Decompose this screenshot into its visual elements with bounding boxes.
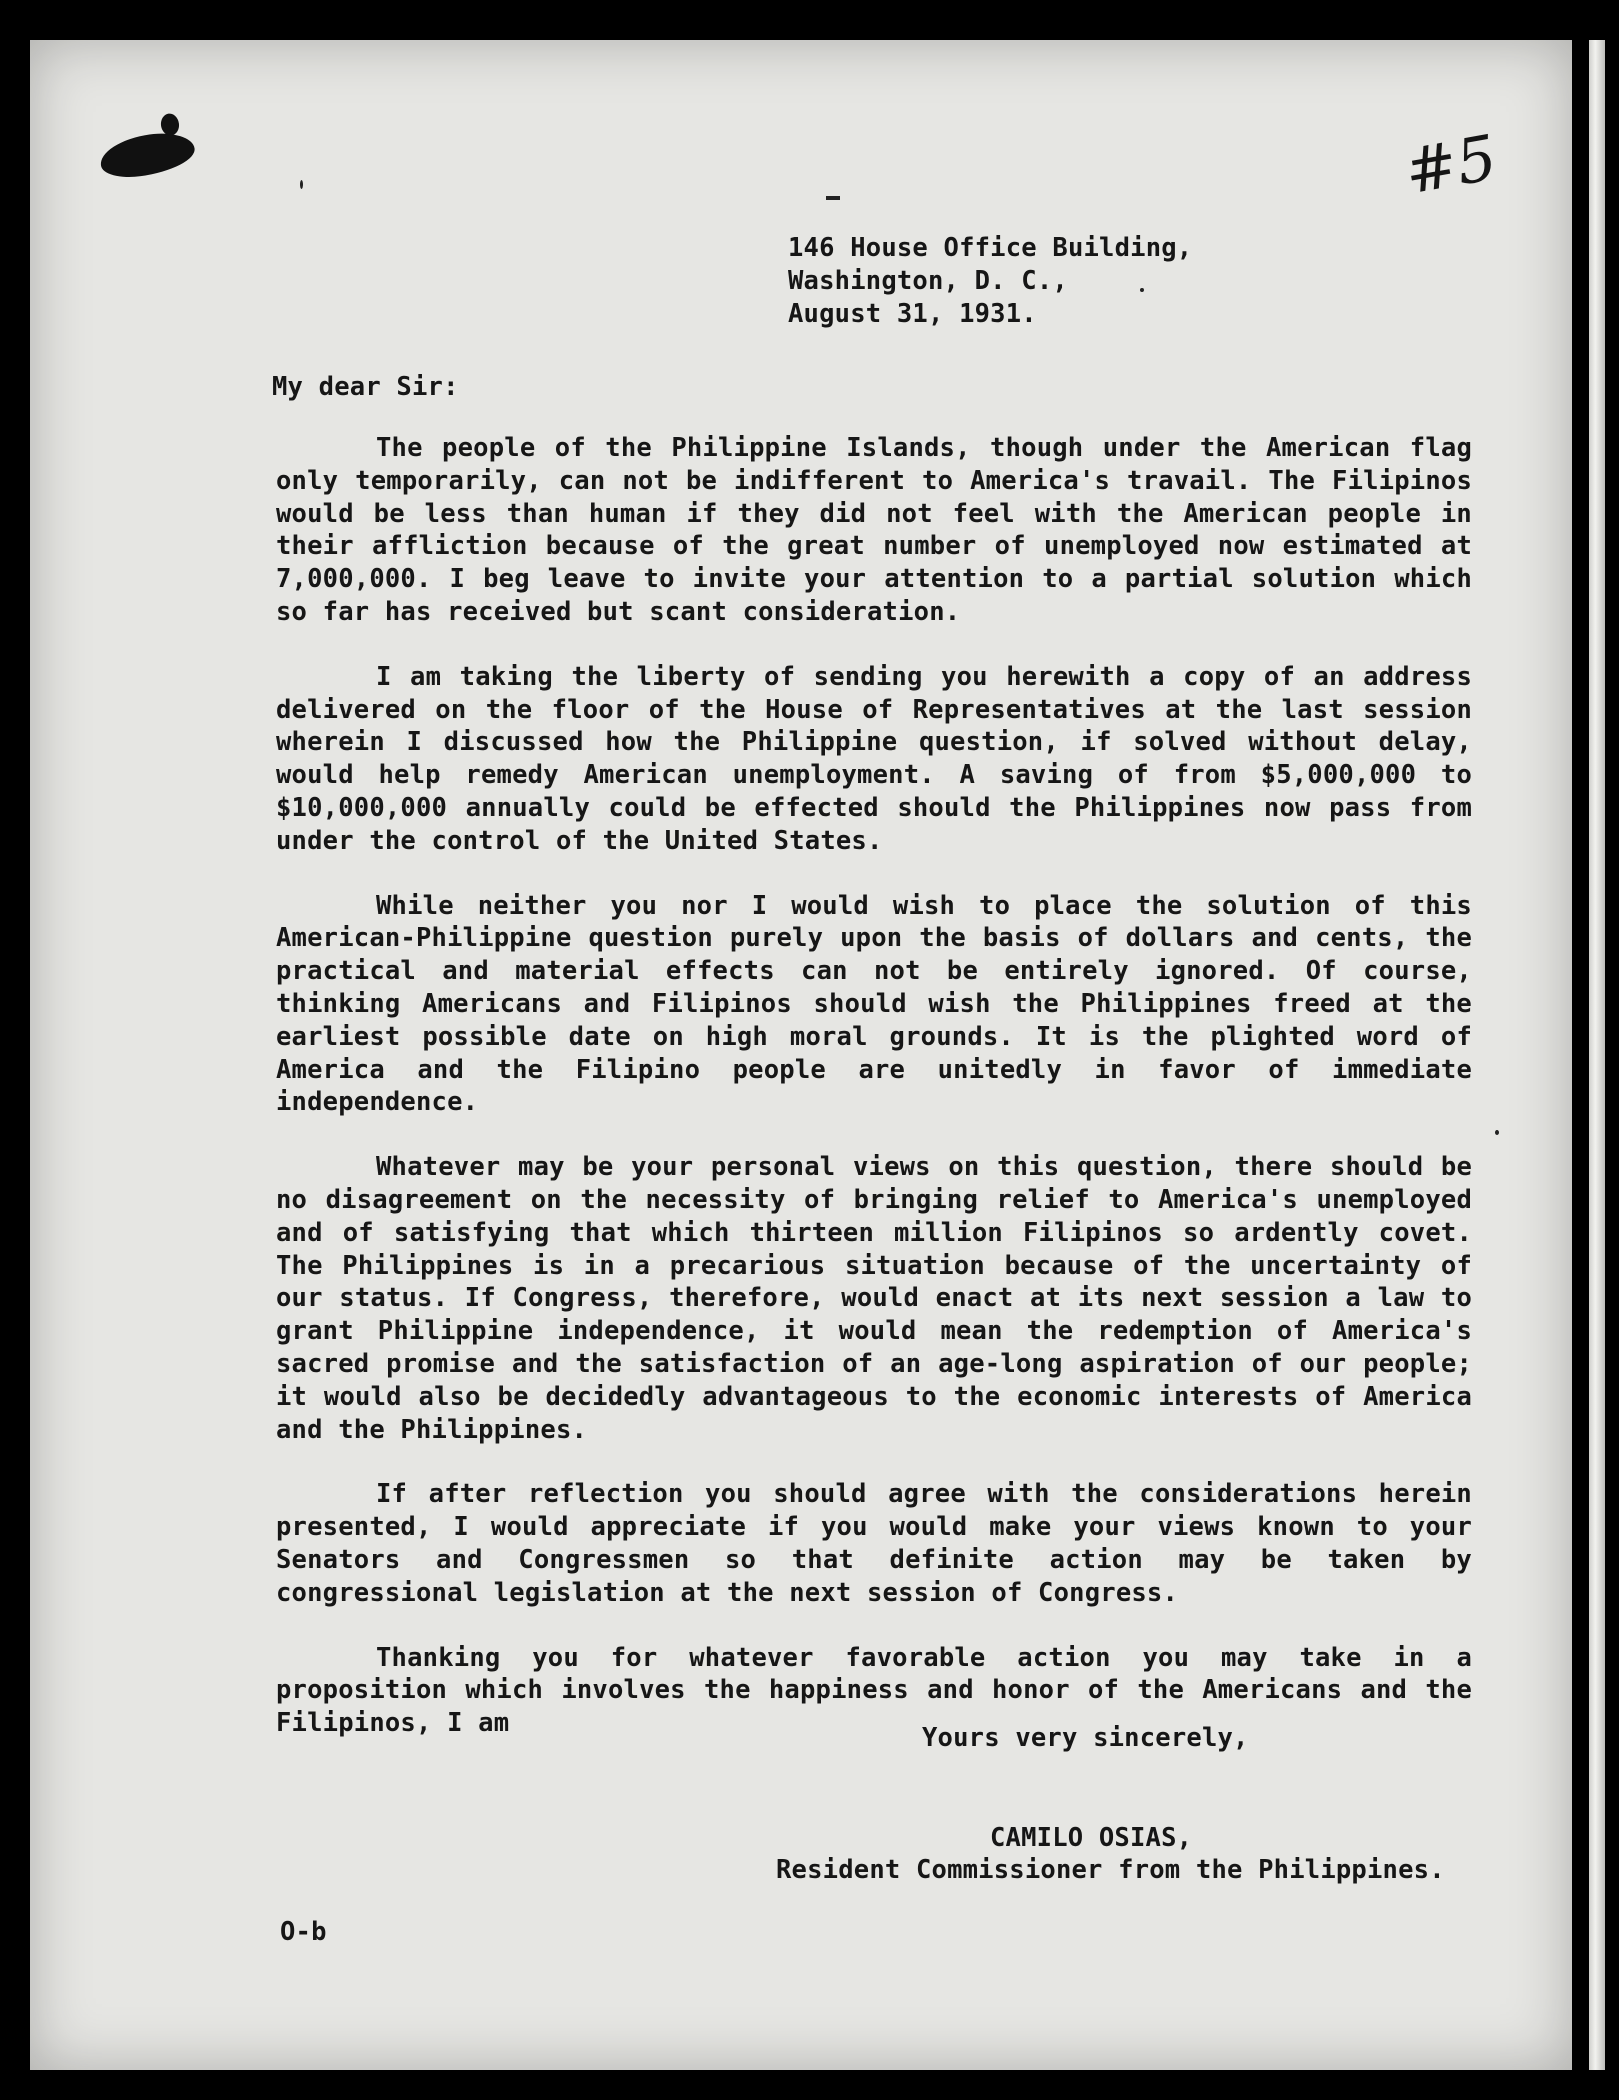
ink-speck (300, 180, 303, 189)
paragraph-1: The people of the Philippine Islands, though under the American flag only temporarily, can not be indifferent to America's travail. The Filipinos would be less than human if they did not feel with the American people in their affliction because of the great number of unemployed now estimated at 7,000,000. I beg leave to invite your attention to a partial solution which so far has received but scant consideration. (276, 433, 1472, 627)
salutation: My dear Sir: (272, 372, 459, 402)
letter-date: August 31, 1931. (788, 298, 1037, 329)
ink-speck (1495, 1130, 1499, 1135)
paragraph-3: While neither you nor I would wish to place the solution of this American-Philippine question purely upon the basis of dollars and cents, the practical and material effects can not be entirely ignored. Of course, thinking Americans and Filipinos should wish the Philippines freed at the earliest possible date on high moral grounds. It is the plighted word of America and the Filipino people are unitedly in favor of immediate independence. (276, 890, 1472, 1118)
signatory-name: CAMILO OSIAS, (990, 1823, 1193, 1853)
page-edge (1589, 40, 1605, 2070)
sender-address (788, 232, 1388, 330)
paragraph-2: I am taking the liberty of sending you herewith a copy of an address delivered on the floor of the House of Representatives at the last session wherein I discussed how the Philippine question, if solved without delay, would help remedy American unemployment. A saving of from $5,000,000 to $10,000,000 annually could be effected should the Philippines now pass from under the control of the United States. (276, 661, 1472, 856)
address-line-1: 146 House Office Building, (788, 233, 1193, 263)
reference-code: O-b (280, 1917, 327, 1947)
letter-body (276, 432, 1472, 1772)
paragraph-5: If after reflection you should agree with the considerations herein presented, I would appreciate if you would make your views known to your Senators and Congressmen so that definite action may be taken by congressional legislation at the next session of Congress. (276, 1479, 1472, 1608)
address-line-2: Washington, D. C., (788, 265, 1068, 296)
handwritten-page-number: #5 (1399, 120, 1503, 209)
complimentary-close: Yours very sincerely, (922, 1723, 1249, 1753)
paragraph-4: Whatever may be your personal views on this question, there should be no disagreement on the necessity of bringing relief to America's unemployed and of satisfying that which thirteen million Filipinos so ardently covet. The Philippines is in a precarious situation because of the uncertainty of our status. If Congress, therefore, would enact at its next session a law to grant Philippine independence, it would mean the redemption of America's sacred promise and the satisfaction of an age-long aspiration of our people; it would also be decidedly advantageous to the economic interests of America and the Philippines. (276, 1152, 1472, 1445)
dash-mark (826, 196, 840, 200)
signatory-title: Resident Commissioner from the Philippines. (776, 1855, 1445, 1885)
paragraph-6: Thanking you for whatever favorable action you may take in a proposition which involves the happiness and honor of the Americans and the Filipinos, I am (276, 1642, 1472, 1739)
